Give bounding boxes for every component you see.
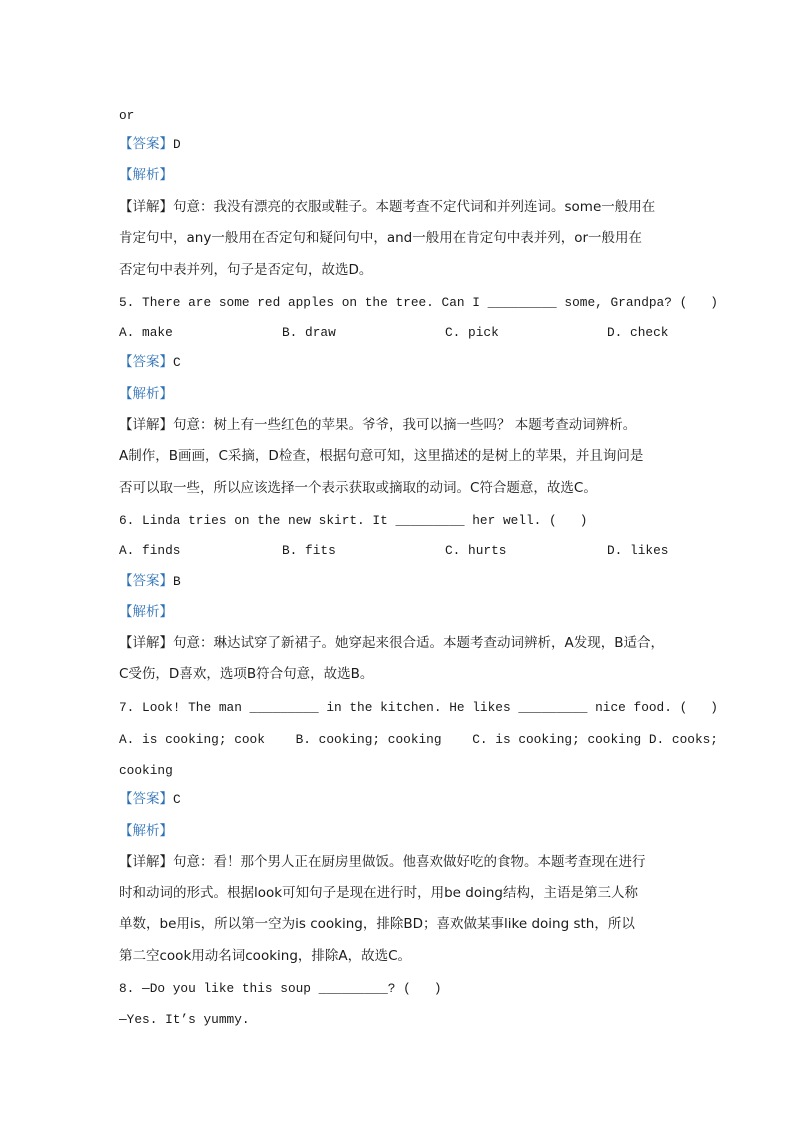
detail-tag: 【详解】: [119, 417, 173, 433]
detail-line: 否可以取一些，所以应该选择一个表示获取或摘取的动词。C符合题意，故选C。: [119, 480, 597, 496]
option-c: C. pick: [445, 325, 499, 340]
option-d: D. check: [607, 325, 669, 340]
detail-line: 时和动词的形式。根据look可知句子是现在进行时，用be doing结构，主语是第三人称: [119, 885, 638, 901]
detail-line: 肯定句中，any一般用在否定句和疑问句中，and一般用在肯定句中表并列，or一般用在: [119, 230, 643, 246]
detail-tag: 【详解】: [119, 635, 173, 651]
option-a: A. finds: [119, 543, 181, 558]
answer-value: D: [173, 137, 181, 152]
answer-value: C: [173, 355, 181, 370]
detail-text: 句意：看！那个男人正在厨房里做饭。他喜欢做好吃的食物。本题考查现在进行: [173, 854, 646, 870]
option-b: B. fits: [282, 543, 336, 558]
detail-text: 句意：树上有一些红色的苹果。爷爷，我可以摘一些吗？ 本题考查动词辨析。: [173, 417, 637, 433]
options-row: [119, 543, 679, 561]
question-stem: 8. —Do you like this soup _________? ( ): [119, 981, 442, 996]
answer-line: [119, 572, 682, 591]
detail-line: 单数，be用is，所以第一空为is cooking，排除BD；喜欢做某事like doing sth，所以: [119, 916, 635, 932]
detail-line: [119, 634, 682, 652]
detail-line: A制作，B画画，C采摘，D检查，根据句意可知，这里描述的是树上的苹果，并且询问是: [119, 448, 644, 464]
detail-text: 句意：我没有漂亮的衣服或鞋子。本题考查不定代词和并列连词。some一般用在: [173, 199, 656, 215]
question-stem: 6. Linda tries on the new skirt. It _________ her well. ( ): [119, 513, 588, 528]
option-a: A. make: [119, 325, 173, 340]
prev-question-tail: or: [119, 108, 135, 123]
detail-tag: 【详解】: [119, 199, 173, 215]
answer-line: [119, 353, 682, 372]
answer-tag: 【答案】: [119, 354, 173, 370]
answer-tag: 【答案】: [119, 573, 173, 589]
detail-tag: 【详解】: [119, 854, 173, 870]
detail-line: [119, 198, 682, 216]
detail-line: [119, 416, 682, 434]
answer-value: B: [173, 574, 181, 589]
answer-tag: 【答案】: [119, 136, 173, 152]
detail-line: 否定句中表并列，句子是否定句，故选D。: [119, 262, 373, 278]
option-b: B. draw: [282, 325, 336, 340]
option-d: D. likes: [607, 543, 669, 558]
analysis-tag: 【解析】: [119, 386, 173, 402]
options-row-cont: cooking: [119, 763, 173, 778]
answer-line: [119, 790, 682, 809]
question-stem: 5. There are some red apples on the tree. Can I _________ some, Grandpa? ( ): [119, 295, 718, 310]
analysis-tag: 【解析】: [119, 823, 173, 839]
options-row: [119, 325, 679, 343]
detail-text: 句意：琳达试穿了新裙子。她穿起来很合适。本题考查动词辨析，A发现，B适合，: [173, 635, 664, 651]
options-row: A. is cooking; cook B. cooking; cooking C. is cooking; cooking D. cooks;: [119, 732, 718, 747]
detail-line: 第二空cook用动名词cooking，排除A，故选C。: [119, 948, 412, 964]
dialogue-reply: —Yes. It’s yummy.: [119, 1012, 250, 1027]
analysis-tag: 【解析】: [119, 604, 173, 620]
analysis-tag: 【解析】: [119, 167, 173, 183]
option-c: C. hurts: [445, 543, 507, 558]
detail-line: [119, 853, 682, 871]
detail-line: C受伤，D喜欢，选项B符合句意，故选B。: [119, 666, 374, 682]
question-stem: 7. Look! The man _________ in the kitchen. He likes _________ nice food. ( ): [119, 700, 718, 715]
answer-tag: 【答案】: [119, 791, 173, 807]
answer-value: C: [173, 792, 181, 807]
answer-line: [119, 135, 682, 154]
